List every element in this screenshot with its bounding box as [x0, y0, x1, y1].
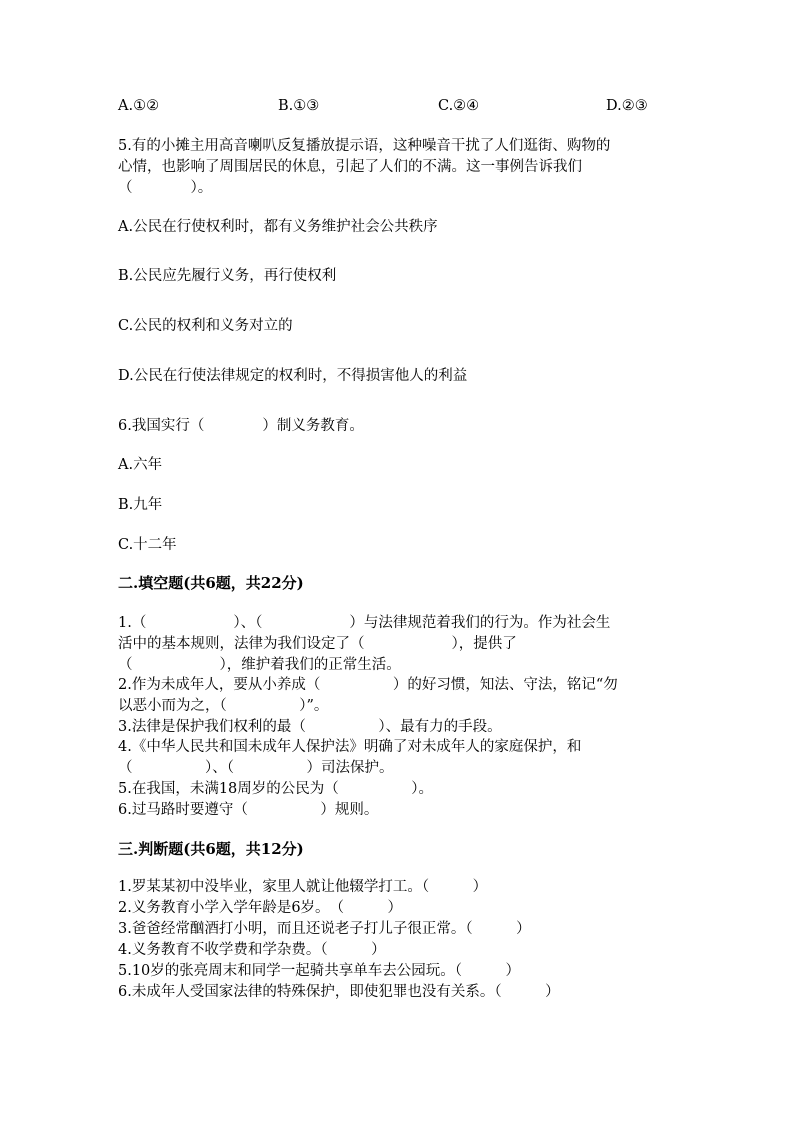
fill-in-line: （ ）、（ ）司法保护。: [118, 760, 394, 776]
q6-stem: 6.我国实行（ ）制义务教育。: [118, 418, 364, 434]
q5-stem-line: 心情，也影响了周围居民的休息，引起了人们的不满。这一事例告诉我们: [118, 159, 582, 175]
true-false-line: 2.义务教育小学入学年龄是6岁。 （ ）: [118, 900, 403, 916]
true-false-line: 1.罗某某初中没毕业，家里人就让他辍学打工。（ ）: [118, 879, 488, 895]
fill-in-line: （ ），维护着我们的正常生活。: [118, 657, 401, 673]
true-false-line: 4.义务教育不收学费和学杂费。（ ）: [118, 942, 386, 958]
q5-option-c: C.公民的权利和义务对立的: [118, 318, 293, 334]
fill-in-line: 3.法律是保护我们权利的最（ ）、最有力的手段。: [118, 719, 502, 735]
q4-option-c: C.②④: [438, 98, 480, 114]
true-false-line: 5.10岁的张亮周末和同学一起骑共享单车去公园玩。（ ）: [118, 963, 521, 979]
true-false-line: 3.爸爸经常酗酒打小明，而且还说老子打儿子很正常。（ ）: [118, 921, 531, 937]
q6-option-c: C.十二年: [118, 537, 177, 553]
q6-option-a: A.六年: [118, 457, 163, 473]
fill-in-line: 6.过马路时要遵守（ ）规则。: [118, 802, 379, 818]
q5-stem-line: （ ）。: [118, 180, 213, 196]
section-heading-fill-in: 二.填空题(共6题，共22分): [118, 574, 304, 592]
q6-option-b: B.九年: [118, 497, 163, 513]
q4-option-d: D.②③: [606, 98, 648, 114]
fill-in-line: 1.（ ）、（ ）与法律规范着我们的行为。作为社会生: [118, 615, 611, 631]
fill-in-line: 2.作为未成年人，要从小养成（ ）的好习惯，知法、守法，铭记“勿: [118, 677, 618, 693]
fill-in-line: 活中的基本规则，法律为我们设定了（ ），提供了: [118, 636, 517, 652]
q4-option-a: A.①②: [118, 98, 160, 114]
fill-in-line: 4.《中华人民共和国未成年人保护法》明确了对未成年人的家庭保护，和: [118, 739, 582, 755]
q5-stem-line: 5.有的小摊主用高音喇叭反复播放提示语，这种噪音干扰了人们逛街、购物的: [118, 138, 611, 154]
q5-option-a: A.公民在行使权利时，都有义务维护社会公共秩序: [118, 219, 438, 235]
fill-in-line: 5.在我国，未满18周岁的公民为（ ）。: [118, 781, 434, 797]
q5-option-d: D.公民在行使法律规定的权利时，不得损害他人的利益: [118, 368, 468, 384]
true-false-line: 6.未成年人受国家法律的特殊保护，即使犯罪也没有关系。（ ）: [118, 984, 560, 1000]
q4-option-b: B.①③: [278, 98, 320, 114]
section-heading-true-false: 三.判断题(共6题，共12分): [118, 840, 304, 858]
fill-in-line: 以恶小而为之，（ ）”。: [118, 698, 329, 714]
q5-option-b: B.公民应先履行义务，再行使权利: [118, 268, 337, 284]
